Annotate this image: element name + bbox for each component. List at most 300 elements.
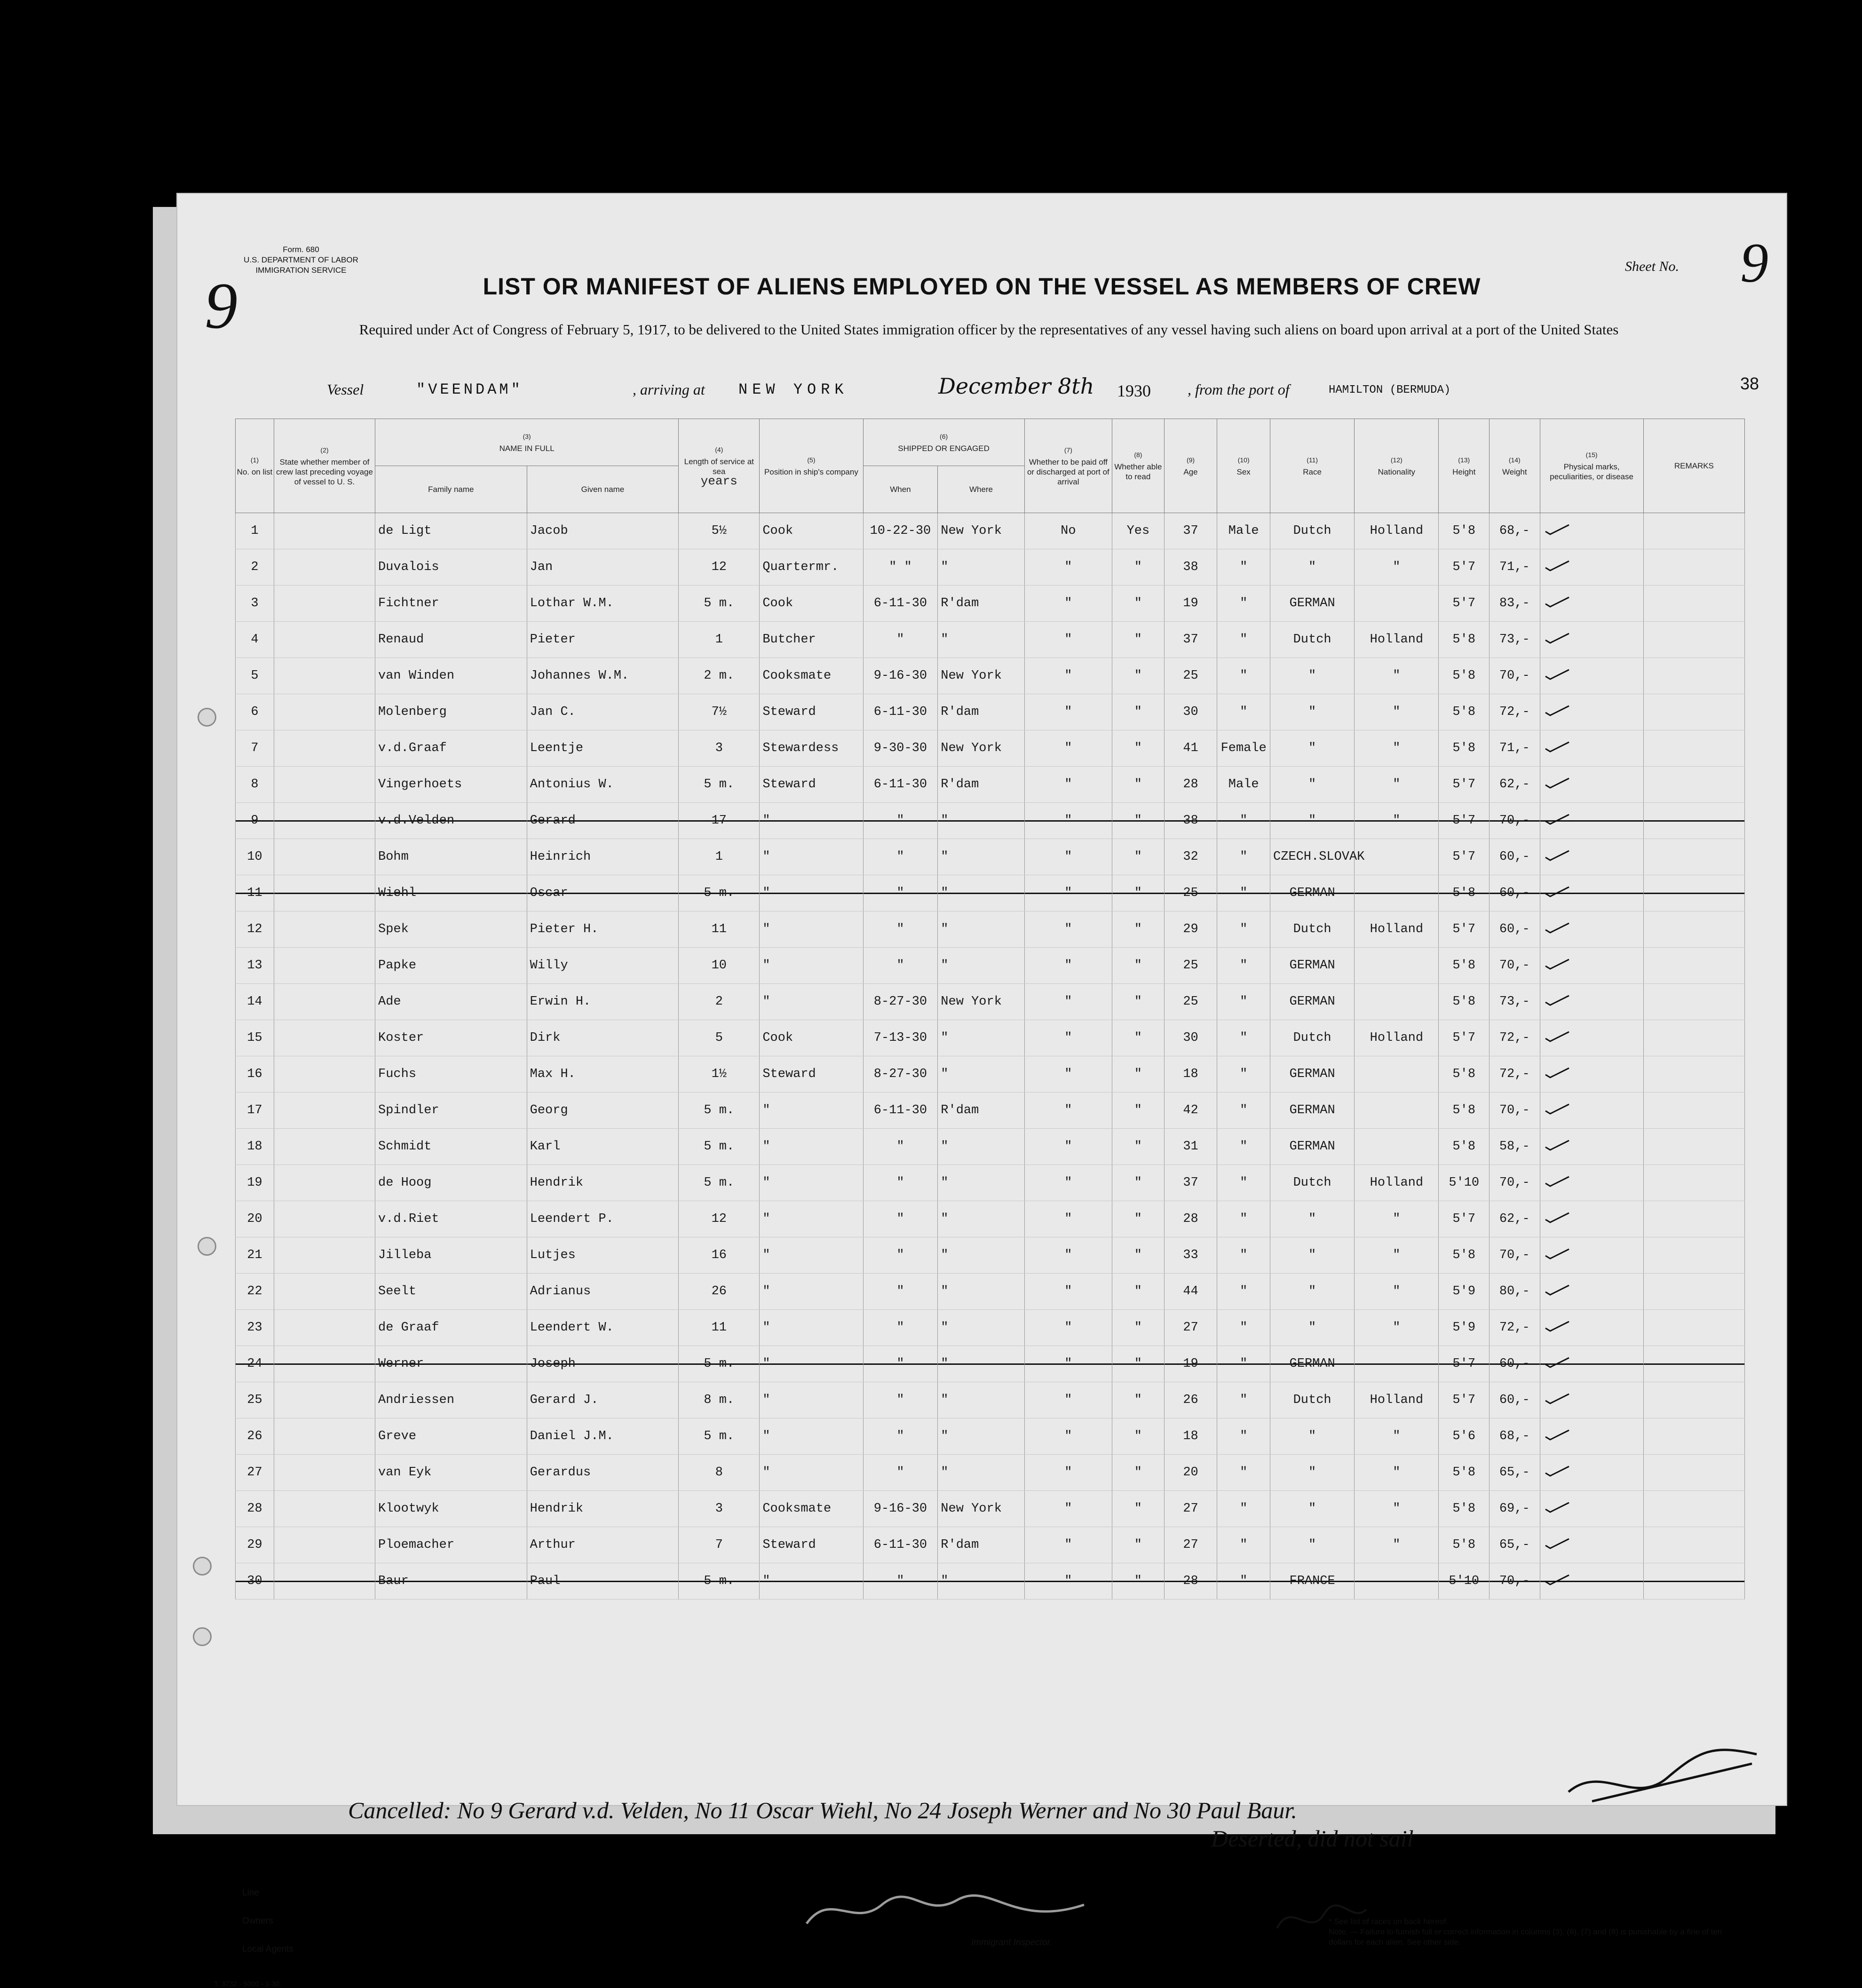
height: 5'8 — [1439, 622, 1490, 658]
last-voyage-cell — [274, 948, 375, 984]
sex: " — [1217, 1310, 1270, 1346]
nationality: Holland — [1355, 1020, 1439, 1056]
family-name: Seelt — [375, 1274, 527, 1310]
last-voyage-cell — [274, 658, 375, 694]
race: " — [1270, 1418, 1355, 1455]
last-voyage-cell — [274, 1310, 375, 1346]
physical-marks — [1540, 875, 1643, 911]
vessel-label: Vessel — [327, 381, 364, 398]
given-name: Dirk — [527, 1020, 679, 1056]
service-length: 8 — [679, 1455, 760, 1491]
header-weight: (14) Weight — [1490, 419, 1540, 513]
table-row — [236, 658, 1745, 694]
remarks-cell — [1643, 1274, 1744, 1310]
check-mark-icon — [1543, 1101, 1571, 1116]
given-name: Willy — [527, 948, 679, 984]
large-signature-flourish — [1564, 1735, 1761, 1811]
weight: 72,- — [1490, 694, 1540, 730]
crew-rows — [236, 513, 1745, 1600]
form-number: Form. 680 — [283, 245, 319, 254]
weight: 65,- — [1490, 1455, 1540, 1491]
given-name: Daniel J.M. — [527, 1418, 679, 1455]
sex: " — [1217, 984, 1270, 1020]
check-mark-icon — [1543, 667, 1571, 681]
given-name: Hendrik — [527, 1491, 679, 1527]
page-title: LIST OR MANIFEST OF ALIENS EMPLOYED ON THE VESSEL AS MEMBERS OF CREW — [483, 273, 1481, 300]
height: 5'8 — [1439, 658, 1490, 694]
check-mark-icon — [1543, 558, 1571, 572]
given-name: Joseph — [527, 1346, 679, 1382]
paid-off: " — [1024, 1455, 1112, 1491]
able-to-read: " — [1112, 839, 1165, 875]
check-mark-icon — [1543, 522, 1571, 536]
height: 5'7 — [1439, 549, 1490, 586]
shipped-when: 9-30-30 — [863, 730, 938, 767]
given-name: Arthur — [527, 1527, 679, 1563]
service-length: 2 — [679, 984, 760, 1020]
family-name: Ade — [375, 984, 527, 1020]
shipped-when: 6-11-30 — [863, 1093, 938, 1129]
paid-off: " — [1024, 730, 1112, 767]
position: Cooksmate — [760, 658, 863, 694]
remarks-cell — [1643, 1201, 1744, 1237]
age: 27 — [1164, 1527, 1217, 1563]
check-mark-icon — [1543, 1572, 1571, 1586]
height: 5'10 — [1439, 1165, 1490, 1201]
table-row — [236, 839, 1745, 875]
header-remarks: REMARKS — [1643, 419, 1744, 513]
row-number: 22 — [236, 1274, 274, 1310]
weight: 70,- — [1490, 1165, 1540, 1201]
service-length: 10 — [679, 948, 760, 984]
race: Dutch — [1270, 1382, 1355, 1418]
position: Cooksmate — [760, 1491, 863, 1527]
check-mark-icon — [1543, 920, 1571, 935]
nationality: " — [1355, 1491, 1439, 1527]
table-row — [236, 694, 1745, 730]
family-name: Spek — [375, 911, 527, 948]
department-name: U.S. DEPARTMENT OF LABOR — [244, 255, 358, 264]
nationality: " — [1355, 1274, 1439, 1310]
sex: " — [1217, 1237, 1270, 1274]
from-port: HAMILTON (BERMUDA) — [1329, 384, 1451, 396]
race: " — [1270, 694, 1355, 730]
family-name: Koster — [375, 1020, 527, 1056]
remarks-cell — [1643, 1527, 1744, 1563]
weight: 68,- — [1490, 1418, 1540, 1455]
shipped-where: " — [938, 1310, 1024, 1346]
check-mark-icon — [1543, 848, 1571, 862]
nationality — [1355, 1056, 1439, 1093]
remarks-cell — [1643, 875, 1744, 911]
signature-scribble — [1272, 1895, 1376, 1942]
punch-hole — [198, 708, 216, 727]
shipped-when: " — [863, 1237, 938, 1274]
shipped-when: " — [863, 1455, 938, 1491]
table-row — [236, 513, 1745, 549]
race: " — [1270, 1455, 1355, 1491]
nationality — [1355, 1563, 1439, 1600]
age: 44 — [1164, 1274, 1217, 1310]
weight: 60,- — [1490, 875, 1540, 911]
sex: " — [1217, 803, 1270, 839]
shipped-when: " — [863, 1563, 938, 1600]
sex: " — [1217, 1274, 1270, 1310]
weight: 60,- — [1490, 1382, 1540, 1418]
arriving-label: , arriving at — [633, 381, 705, 398]
shipped-where: " — [938, 875, 1024, 911]
row-number: 15 — [236, 1020, 274, 1056]
sex: " — [1217, 1527, 1270, 1563]
age: 32 — [1164, 839, 1217, 875]
paid-off: " — [1024, 694, 1112, 730]
shipped-where: " — [938, 1165, 1024, 1201]
shipped-where: R'dam — [938, 586, 1024, 622]
nationality: " — [1355, 730, 1439, 767]
service-length: 1 — [679, 839, 760, 875]
height: 5'8 — [1439, 948, 1490, 984]
last-voyage-cell — [274, 1274, 375, 1310]
races-note: * See list of races on back hereof. — [1329, 1917, 1449, 1926]
family-name: v.d.Velden — [375, 803, 527, 839]
shipped-when: 6-11-30 — [863, 694, 938, 730]
sex: " — [1217, 1201, 1270, 1237]
age: 33 — [1164, 1237, 1217, 1274]
position: " — [760, 1418, 863, 1455]
remarks-cell — [1643, 586, 1744, 622]
nationality — [1355, 1129, 1439, 1165]
race: GERMAN — [1270, 875, 1355, 911]
nationality: Holland — [1355, 622, 1439, 658]
age: 19 — [1164, 1346, 1217, 1382]
position: " — [760, 911, 863, 948]
weight: 72,- — [1490, 1020, 1540, 1056]
able-to-read: " — [1112, 1165, 1165, 1201]
race: GERMAN — [1270, 1346, 1355, 1382]
height: 5'9 — [1439, 1310, 1490, 1346]
family-name: Vingerhoets — [375, 767, 527, 803]
height: 5'8 — [1439, 730, 1490, 767]
table-row — [236, 948, 1745, 984]
sex: " — [1217, 1346, 1270, 1382]
row-number: 24 — [236, 1346, 274, 1382]
physical-marks — [1540, 911, 1643, 948]
physical-marks — [1540, 1491, 1643, 1527]
service-length: 5 m. — [679, 586, 760, 622]
position: Cook — [760, 1020, 863, 1056]
physical-marks — [1540, 948, 1643, 984]
owners-label: Owners — [242, 1916, 273, 1926]
sex: " — [1217, 1491, 1270, 1527]
remarks-cell — [1643, 730, 1744, 767]
family-name: Greve — [375, 1418, 527, 1455]
given-name: Karl — [527, 1129, 679, 1165]
weight: 62,- — [1490, 1201, 1540, 1237]
position: " — [760, 839, 863, 875]
race: GERMAN — [1270, 1056, 1355, 1093]
remarks-cell — [1643, 1237, 1744, 1274]
height: 5'7 — [1439, 1346, 1490, 1382]
age: 18 — [1164, 1418, 1217, 1455]
arrival-year: 1930 — [1117, 381, 1151, 400]
page-count: 38 — [1740, 374, 1759, 393]
given-name: Georg — [527, 1093, 679, 1129]
shipped-when: " — [863, 1382, 938, 1418]
height: 5'9 — [1439, 1274, 1490, 1310]
print-code: T. 3732 - 5000 - 1-30. — [214, 1980, 282, 1988]
last-voyage-cell — [274, 1093, 375, 1129]
header-name: (3) NAME IN FULL — [375, 419, 679, 466]
check-mark-icon — [1543, 1500, 1571, 1514]
physical-marks — [1540, 803, 1643, 839]
race: " — [1270, 1491, 1355, 1527]
shipped-when: " — [863, 1310, 938, 1346]
line-label: Line — [242, 1888, 259, 1898]
service-length: 17 — [679, 803, 760, 839]
weight: 70,- — [1490, 1237, 1540, 1274]
shipped-where: " — [938, 1563, 1024, 1600]
paid-off: " — [1024, 1527, 1112, 1563]
position: " — [760, 1274, 863, 1310]
shipped-when: 6-11-30 — [863, 767, 938, 803]
sex: " — [1217, 875, 1270, 911]
nationality: " — [1355, 1418, 1439, 1455]
arriving-port: NEW YORK — [738, 381, 848, 398]
remarks-cell — [1643, 1165, 1744, 1201]
last-voyage-cell — [274, 694, 375, 730]
position: " — [760, 1129, 863, 1165]
row-number: 17 — [236, 1093, 274, 1129]
sex: " — [1217, 1563, 1270, 1600]
paid-off: " — [1024, 1310, 1112, 1346]
paid-off: " — [1024, 1129, 1112, 1165]
nationality: " — [1355, 767, 1439, 803]
table-row — [236, 1418, 1745, 1455]
shipped-when: 10-22-30 — [863, 513, 938, 549]
age: 25 — [1164, 984, 1217, 1020]
shipped-where: " — [938, 803, 1024, 839]
header-shipped: (6) SHIPPED OR ENGAGED — [863, 419, 1024, 466]
sex: " — [1217, 1165, 1270, 1201]
race: " — [1270, 1527, 1355, 1563]
physical-marks — [1540, 1165, 1643, 1201]
given-name: Jan C. — [527, 694, 679, 730]
able-to-read: " — [1112, 1310, 1165, 1346]
sex: " — [1217, 694, 1270, 730]
row-number: 1 — [236, 513, 274, 549]
physical-marks — [1540, 586, 1643, 622]
table-row — [236, 1310, 1745, 1346]
remarks-cell — [1643, 1563, 1744, 1600]
shipped-when: 8-27-30 — [863, 1056, 938, 1093]
header-when: When — [863, 466, 938, 513]
last-voyage-cell — [274, 1165, 375, 1201]
footer-labels — [242, 1879, 293, 1964]
remarks-cell — [1643, 1455, 1744, 1491]
check-mark-icon — [1543, 1246, 1571, 1260]
check-mark-icon — [1543, 1319, 1571, 1333]
paid-off: " — [1024, 658, 1112, 694]
race: GERMAN — [1270, 1129, 1355, 1165]
physical-marks — [1540, 1346, 1643, 1382]
row-number: 16 — [236, 1056, 274, 1093]
given-name: Pieter — [527, 622, 679, 658]
age: 31 — [1164, 1129, 1217, 1165]
position: " — [760, 875, 863, 911]
weight: 70,- — [1490, 658, 1540, 694]
punch-hole — [193, 1557, 212, 1576]
position: " — [760, 1201, 863, 1237]
table-row — [236, 984, 1745, 1020]
manifest-sheet — [176, 193, 1787, 1988]
nationality: " — [1355, 1310, 1439, 1346]
position: Cook — [760, 586, 863, 622]
weight: 62,- — [1490, 767, 1540, 803]
row-number: 27 — [236, 1455, 274, 1491]
given-name: Gerard J. — [527, 1382, 679, 1418]
row-number: 13 — [236, 948, 274, 984]
sheet-number: 9 — [1740, 231, 1768, 294]
service-length: 5 m. — [679, 875, 760, 911]
age: 27 — [1164, 1491, 1217, 1527]
check-mark-icon — [1543, 776, 1571, 790]
physical-marks — [1540, 1129, 1643, 1165]
table-row — [236, 911, 1745, 948]
weight: 73,- — [1490, 984, 1540, 1020]
position: Steward — [760, 1056, 863, 1093]
physical-marks — [1540, 1563, 1643, 1600]
family-name: Wiehl — [375, 875, 527, 911]
nationality — [1355, 984, 1439, 1020]
shipped-when: 6-11-30 — [863, 586, 938, 622]
shipped-where: New York — [938, 1491, 1024, 1527]
service-length: 12 — [679, 1201, 760, 1237]
race: " — [1270, 1310, 1355, 1346]
given-name: Jacob — [527, 513, 679, 549]
shipped-where: New York — [938, 658, 1024, 694]
family-name: de Graaf — [375, 1310, 527, 1346]
arrival-date: December 8th — [938, 373, 1094, 399]
header-age: (9) Age — [1164, 419, 1217, 513]
shipped-when: " — [863, 1165, 938, 1201]
physical-marks — [1540, 984, 1643, 1020]
able-to-read: " — [1112, 586, 1165, 622]
inspector-signature-scribble — [802, 1886, 1093, 1938]
shipped-where: " — [938, 1382, 1024, 1418]
shipped-when: " — [863, 948, 938, 984]
physical-marks — [1540, 1274, 1643, 1310]
punch-hole — [193, 1627, 212, 1646]
family-name: Renaud — [375, 622, 527, 658]
race: " — [1270, 1237, 1355, 1274]
position: Cook — [760, 513, 863, 549]
last-voyage-cell — [274, 803, 375, 839]
paid-off: " — [1024, 549, 1112, 586]
given-name: Leentje — [527, 730, 679, 767]
family-name: de Ligt — [375, 513, 527, 549]
sex: " — [1217, 839, 1270, 875]
header-height: (13) Height — [1439, 419, 1490, 513]
check-mark-icon — [1543, 1536, 1571, 1550]
shipped-where: " — [938, 839, 1024, 875]
height: 5'7 — [1439, 1201, 1490, 1237]
last-voyage-cell — [274, 1201, 375, 1237]
last-voyage-cell — [274, 1020, 375, 1056]
header-nationality: (12) Nationality — [1355, 419, 1439, 513]
service-length: 1 — [679, 622, 760, 658]
able-to-read: " — [1112, 730, 1165, 767]
physical-marks — [1540, 622, 1643, 658]
last-voyage-cell — [274, 1056, 375, 1093]
service-length: 8 m. — [679, 1382, 760, 1418]
check-mark-icon — [1543, 957, 1571, 971]
service-length: 5 m. — [679, 767, 760, 803]
height: 5'7 — [1439, 586, 1490, 622]
weight: 68,- — [1490, 513, 1540, 549]
shipped-where: " — [938, 622, 1024, 658]
check-mark-icon — [1543, 1065, 1571, 1079]
table-row — [236, 1201, 1745, 1237]
remarks-cell — [1643, 911, 1744, 948]
shipped-where: R'dam — [938, 694, 1024, 730]
family-name: Werner — [375, 1346, 527, 1382]
physical-marks — [1540, 658, 1643, 694]
vessel-line — [176, 373, 1787, 404]
able-to-read: " — [1112, 1093, 1165, 1129]
table-row — [236, 767, 1745, 803]
last-voyage-cell — [274, 549, 375, 586]
row-number: 2 — [236, 549, 274, 586]
able-to-read: " — [1112, 658, 1165, 694]
table-row — [236, 1491, 1745, 1527]
able-to-read: " — [1112, 875, 1165, 911]
row-number: 18 — [236, 1129, 274, 1165]
sex: Female — [1217, 730, 1270, 767]
position: " — [760, 984, 863, 1020]
age: 37 — [1164, 1165, 1217, 1201]
table-row — [236, 803, 1745, 839]
physical-marks — [1540, 839, 1643, 875]
given-name: Lothar W.M. — [527, 586, 679, 622]
header-service: (4) Length of service at sea years — [679, 419, 760, 513]
service-length: 5½ — [679, 513, 760, 549]
sex: " — [1217, 549, 1270, 586]
table-row — [236, 1274, 1745, 1310]
row-number: 28 — [236, 1491, 274, 1527]
race: " — [1270, 1201, 1355, 1237]
shipped-when: " — [863, 1346, 938, 1382]
check-mark-icon — [1543, 1427, 1571, 1441]
position: " — [760, 948, 863, 984]
check-mark-icon — [1543, 1029, 1571, 1043]
given-name: Adrianus — [527, 1274, 679, 1310]
race: GERMAN — [1270, 984, 1355, 1020]
crew-manifest-table — [235, 419, 1745, 1600]
nationality: " — [1355, 803, 1439, 839]
family-name: Ploemacher — [375, 1527, 527, 1563]
nationality: Holland — [1355, 911, 1439, 948]
shipped-when: 9-16-30 — [863, 1491, 938, 1527]
remarks-cell — [1643, 658, 1744, 694]
nationality — [1355, 948, 1439, 984]
remarks-cell — [1643, 984, 1744, 1020]
family-name: Schmidt — [375, 1129, 527, 1165]
service-length: 26 — [679, 1274, 760, 1310]
last-voyage-cell — [274, 1563, 375, 1600]
check-mark-icon — [1543, 1283, 1571, 1297]
able-to-read: " — [1112, 1274, 1165, 1310]
weight: 58,- — [1490, 1129, 1540, 1165]
